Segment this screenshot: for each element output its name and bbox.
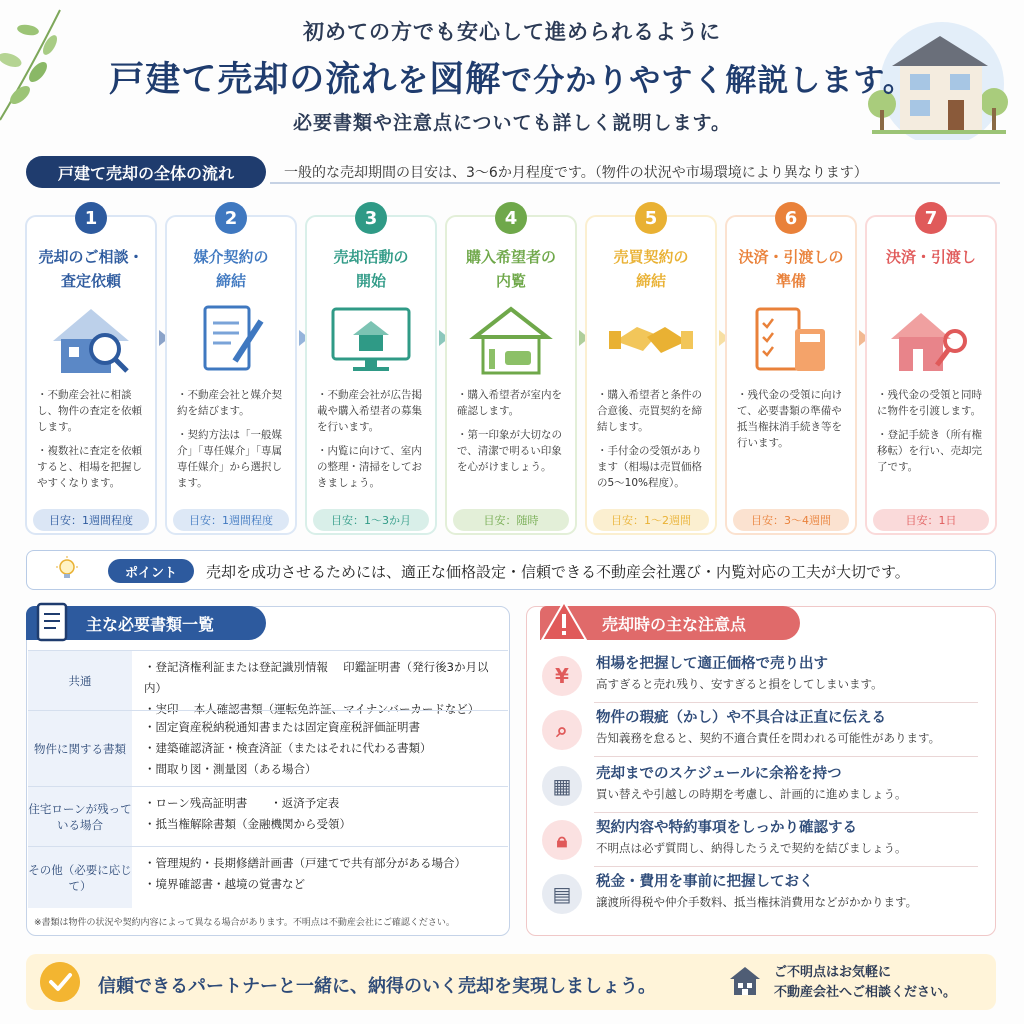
step-title	[451, 245, 571, 293]
caution-title: 物件の瑕疵（かし）や不具合は正直に伝える	[596, 710, 886, 726]
documents-item: ・間取り図・測量図（ある場合）	[144, 762, 317, 776]
step-card	[166, 216, 296, 534]
header-title-part-1: 戸建て売却の流れ	[109, 60, 398, 100]
step-title-line-1: 売却活動の	[333, 248, 409, 266]
caution-item	[540, 868, 986, 924]
calculator-icon: ▤	[542, 874, 582, 914]
caution-title: 相場を把握して適正価格で売り出す	[596, 656, 828, 672]
step-description	[877, 387, 989, 483]
step-title	[591, 245, 711, 293]
lightbulb-icon	[52, 555, 82, 585]
footer-contact	[774, 963, 956, 1003]
documents-row	[28, 710, 508, 786]
step-number: 3	[355, 202, 387, 234]
step-description	[457, 387, 569, 483]
step-description-2: ・契約方法は「一般媒介」「専任媒介」「専属専任媒介」から選択します。	[177, 429, 282, 489]
documents-row-label: 物件に関する書類	[28, 711, 132, 786]
step-duration: 目安：随時	[453, 509, 569, 531]
documents-row	[28, 650, 508, 716]
step-duration: 目安：1〜2週間	[593, 509, 709, 531]
step-description-2: ・登記手続き（所有権移転）を行い、売却完了です。	[877, 429, 982, 473]
caution-title: 税金・費用を事前に把握しておく	[596, 874, 814, 890]
step-description-1: ・不動産会社と媒介契約を結びます。	[177, 389, 282, 417]
caution-description: 不明点は必ず質問し、納得したうえで契約を結びましょう。	[596, 841, 907, 855]
documents-row-items	[144, 717, 504, 780]
step-title-line-2: 締結	[635, 272, 666, 290]
documents-item: ・管理規約・長期修繕計画書（戸建てで共有部分がある場合）	[144, 856, 466, 870]
document-icon	[36, 602, 70, 642]
header-line-3: 必要書類や注意点についても詳しく説明します。	[292, 112, 732, 134]
handshake-icon	[607, 301, 695, 379]
step-duration: 目安：3〜4週間	[733, 509, 849, 531]
step-title-line-1: 媒介契約の	[193, 248, 269, 266]
documents-item: ・ローン残高証明書 ・返済予定表	[144, 796, 340, 810]
step-number: 4	[495, 202, 527, 234]
documents-item: ・実印 本人確認書類（運転免許証、マイナンバーカードなど）	[144, 702, 480, 716]
documents-note: ※書類は物件の状況や契約内容によって異なる場合があります。不明点は不動産会社にご確認ください。	[34, 918, 455, 928]
documents-item: ・抵当権解除書類（金融機関から受領）	[144, 817, 351, 831]
step-description-1: ・残代金の受領と同時に物件を引渡します。	[877, 389, 982, 417]
monitor-house-icon	[327, 301, 415, 379]
step-description	[37, 387, 149, 499]
documents-row	[28, 786, 508, 846]
caution-description: 譲渡所得税や仲介手数料、抵当権抹消費用などがかかります。	[596, 895, 918, 909]
step-number: 5	[635, 202, 667, 234]
caution-description: 買い替えや引越しの時期を考慮し、計画的に進めましょう。	[596, 787, 907, 801]
checklist-calculator-icon	[747, 301, 835, 379]
step-card	[866, 216, 996, 534]
documents-item: ・境界確認書・越境の覚書など	[144, 877, 305, 891]
cautions-title: 売却時の主な注意点	[540, 606, 800, 640]
caution-item	[540, 704, 986, 760]
house-icon	[728, 965, 762, 997]
step-title	[31, 245, 151, 293]
header-title-part-2: を	[397, 63, 430, 99]
step-description	[317, 387, 429, 499]
header-title-part-4: で分かりやすく解説します。	[501, 63, 915, 99]
step-description-2: ・第一印象が大切なので、清潔で明るい印象を心がけましょう。	[457, 429, 562, 473]
step-description-1: ・購入希望者が室内を確認します。	[457, 389, 562, 417]
documents-item: ・建築確認済証・検査済証（またはそれに代わる書類）	[144, 741, 432, 755]
step-title-line-1: 購入希望者の	[465, 248, 556, 266]
point-label: ポイント	[108, 559, 194, 583]
caution-item	[540, 814, 986, 870]
footer-contact-line-1: ご不明点はお気軽に	[774, 965, 892, 980]
footer-contact-line-2: 不動産会社へご相談ください。	[774, 985, 957, 1000]
caution-title: 契約内容や特約事項をしっかり確認する	[596, 820, 857, 836]
documents-item: ・固定資産税納税通知書または固定資産税評価証明書	[144, 720, 420, 734]
documents-row	[28, 846, 508, 908]
step-title	[871, 245, 991, 269]
caution-item	[540, 760, 986, 816]
documents-row-label: 住宅ローンが残っている場合	[28, 787, 132, 846]
step-description-1: ・購入希望者と条件の合意後、売買契約を締結します。	[597, 389, 702, 433]
warning-icon	[540, 600, 588, 642]
step-card	[306, 216, 436, 534]
documents-row-label: その他（必要に応じて）	[28, 847, 132, 908]
step-number: 1	[75, 202, 107, 234]
step-description-1: ・不動産会社に相談し、物件の査定を依頼します。	[37, 389, 142, 433]
step-title-line-1: 決済・引渡しの	[738, 248, 844, 266]
step-description	[177, 387, 289, 499]
step-card	[26, 216, 156, 534]
documents-row-items	[144, 853, 504, 895]
step-title	[311, 245, 431, 293]
yen-icon: ¥	[542, 656, 582, 696]
header-line-1: 初めての方でも安心して進められるように	[303, 20, 721, 44]
caution-description: 告知義務を怠ると、契約不適合責任を問われる可能性があります。	[596, 731, 941, 745]
step-description-2: ・内覧に向けて、室内の整理・清掃をしておきましょう。	[317, 445, 422, 489]
documents-row-label: 共通	[28, 651, 132, 710]
step-title-line-2: 締結	[215, 272, 246, 290]
step-description-2: ・手付金の受領があります（相場は売買価格の5〜10%程度）。	[597, 445, 702, 489]
step-description-1: ・不動産会社が広告掲載や購入希望者の募集を行います。	[317, 389, 422, 433]
point-text: 売却を成功させるためには、適正な価格設定・信頼できる不動産会社選び・内覧対応の工夫が大切です。	[206, 563, 910, 581]
documents-item: ・登記済権利証または登記識別情報 印鑑証明書（発行後3か月以内）	[144, 660, 489, 695]
step-description	[737, 387, 849, 459]
step-card	[586, 216, 716, 534]
step-title-line-2: 内覧	[495, 272, 526, 290]
documents-row-items	[144, 793, 504, 835]
house-key-icon	[887, 301, 975, 379]
check-icon	[40, 962, 80, 1002]
step-title-line-2: 準備	[775, 272, 806, 290]
step-title	[171, 245, 291, 293]
footer-message: 信頼できるパートナーと一緒に、納得のいく売却を実現しましょう。	[98, 976, 656, 997]
step-card	[446, 216, 576, 534]
calendar-icon: ▦	[542, 766, 582, 806]
step-title-line-2: 開始	[355, 272, 386, 290]
caution-divider	[594, 866, 978, 867]
documents-title: 主な必要書類一覧	[26, 606, 266, 640]
caution-title: 売却までのスケジュールに余裕を持つ	[596, 766, 842, 782]
step-duration: 目安：1週間程度	[173, 509, 289, 531]
step-duration: 目安：1週間程度	[33, 509, 149, 531]
lock-icon: 🔒︎	[542, 820, 582, 860]
step-number: 7	[915, 202, 947, 234]
flow-subtitle: 一般的な売却期間の目安は、3〜6か月程度です。（物件の状況や市場環境により異なります）	[284, 165, 868, 181]
caution-divider	[594, 702, 978, 703]
step-title-line-2: 査定依頼	[60, 272, 121, 290]
header-title-part-3: 図解	[429, 60, 502, 100]
step-description-1: ・残代金の受領に向けて、必要書類の準備や抵当権抹消手続き等を行います。	[737, 389, 842, 449]
step-description-2: ・複数社に査定を依頼すると、相場を把握しやすくなります。	[37, 445, 142, 489]
caution-divider	[594, 812, 978, 813]
step-duration: 目安：1〜3か月	[313, 509, 429, 531]
step-description	[597, 387, 709, 499]
step-duration: 目安：1日	[873, 509, 989, 531]
house-search-icon	[47, 301, 135, 379]
step-title	[731, 245, 851, 293]
step-title-line-1: 決済・引渡し	[885, 248, 976, 266]
room-sofa-icon	[467, 301, 555, 379]
step-card	[726, 216, 856, 534]
magnifier-icon: ⌕	[542, 710, 582, 750]
step-number: 6	[775, 202, 807, 234]
step-title-line-1: 売買契約の	[613, 248, 689, 266]
header-title	[0, 52, 1024, 102]
flow-divider	[270, 182, 1000, 184]
step-number: 2	[215, 202, 247, 234]
caution-description: 高すぎると売れ残り、安すぎると損をしてしまいます。	[596, 677, 883, 691]
caution-item	[540, 650, 986, 706]
contract-pen-icon	[187, 301, 275, 379]
caution-divider	[594, 756, 978, 757]
flow-section-label: 戸建て売却の全体の流れ	[26, 156, 266, 188]
step-title-line-1: 売却のご相談・	[38, 248, 144, 266]
